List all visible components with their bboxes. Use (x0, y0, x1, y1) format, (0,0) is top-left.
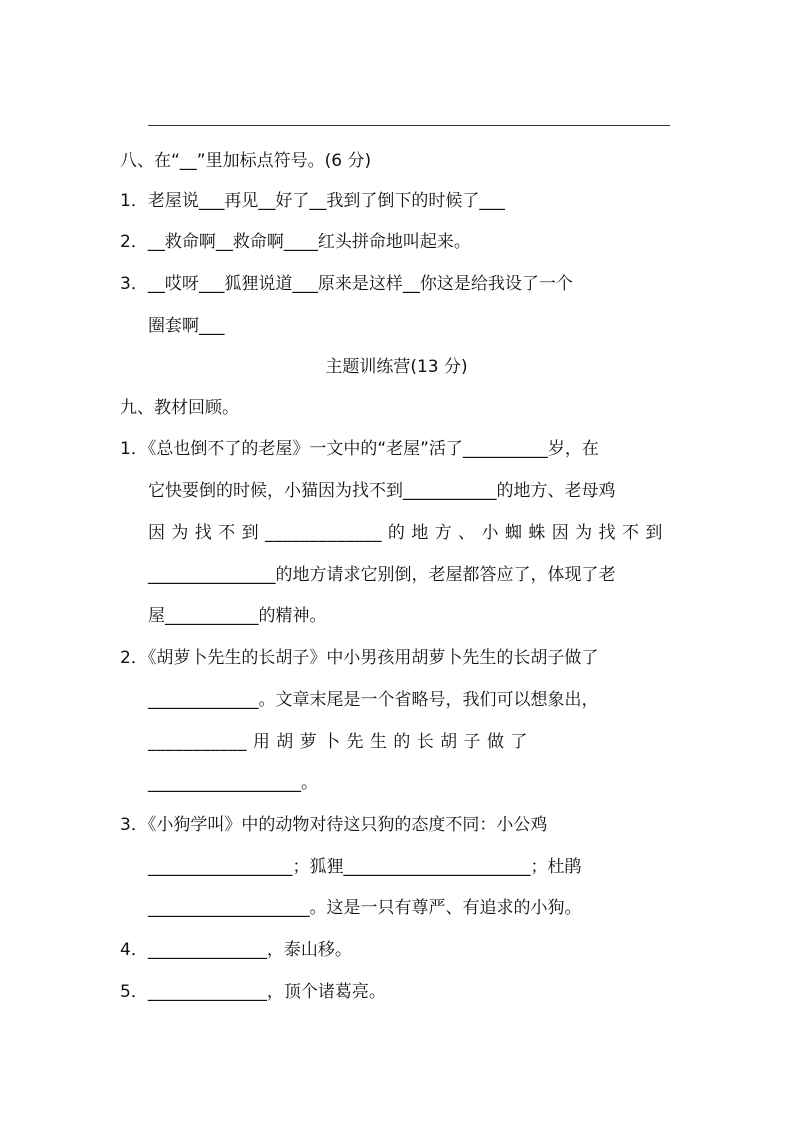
question-9-1-line2: 它快要倒的时候，小猫因为找不到___________的地方、老母鸡 (148, 481, 616, 501)
question-8-3: 3．__哎呀___狐狸说道___原来是这样__你这是给我设了一个 (120, 274, 573, 294)
question-9-3-line3: ___________________。这是一只有尊严、有追求的小狗。 (148, 898, 582, 918)
question-9-4: 4．______________，泰山移。 (120, 940, 352, 960)
top-rule (148, 125, 670, 126)
question-9-3: 3．《小狗学叫》中的动物对待这只狗的态度不同：小公鸡 (120, 815, 548, 835)
question-9-1-line3: 因 为 找 不 到 _____________ 的 地 方 、 小 蜘 蛛 因 为 找 不 到 (148, 523, 663, 543)
question-9-1-line4: _______________的地方请求它别倒，老屋都答应了，体现了老 (148, 565, 616, 585)
section-title: 主题训练营(13 分) (325, 357, 468, 377)
question-9-1-line5: 屋___________的精神。 (148, 606, 327, 626)
question-8-3-cont: 圈套啊___ (148, 316, 225, 336)
question-8-1: 1．老屋说___再见__好了__我到了倒下的时候了___ (120, 191, 505, 211)
question-9-1: 1．《总也倒不了的老屋》一文中的“老屋”活了__________岁，在 (120, 439, 599, 459)
question-9-2-line4: __________________。 (148, 773, 318, 793)
section-9-heading: 九、教材回顾。 (120, 398, 239, 418)
question-8-2: 2．__救命啊__救命啊____红头拼命地叫起来。 (120, 232, 471, 252)
question-9-2-line3: ___________ 用 胡 萝 卜 先 生 的 长 胡 子 做 了 (148, 732, 528, 752)
question-9-3-line2: _________________；狐狸______________________；杜鹃 (148, 857, 582, 877)
question-9-2-line2: _____________。文章末尾是一个省略号，我们可以想象出， (148, 690, 599, 710)
question-9-5: 5．______________，顶个诸葛亮。 (120, 982, 386, 1002)
question-9-2: 2．《胡萝卜先生的长胡子》中小男孩用胡萝卜先生的长胡子做了 (120, 648, 599, 668)
section-8-heading: 八、在“__”里加标点符号。(6 分) (120, 151, 372, 171)
